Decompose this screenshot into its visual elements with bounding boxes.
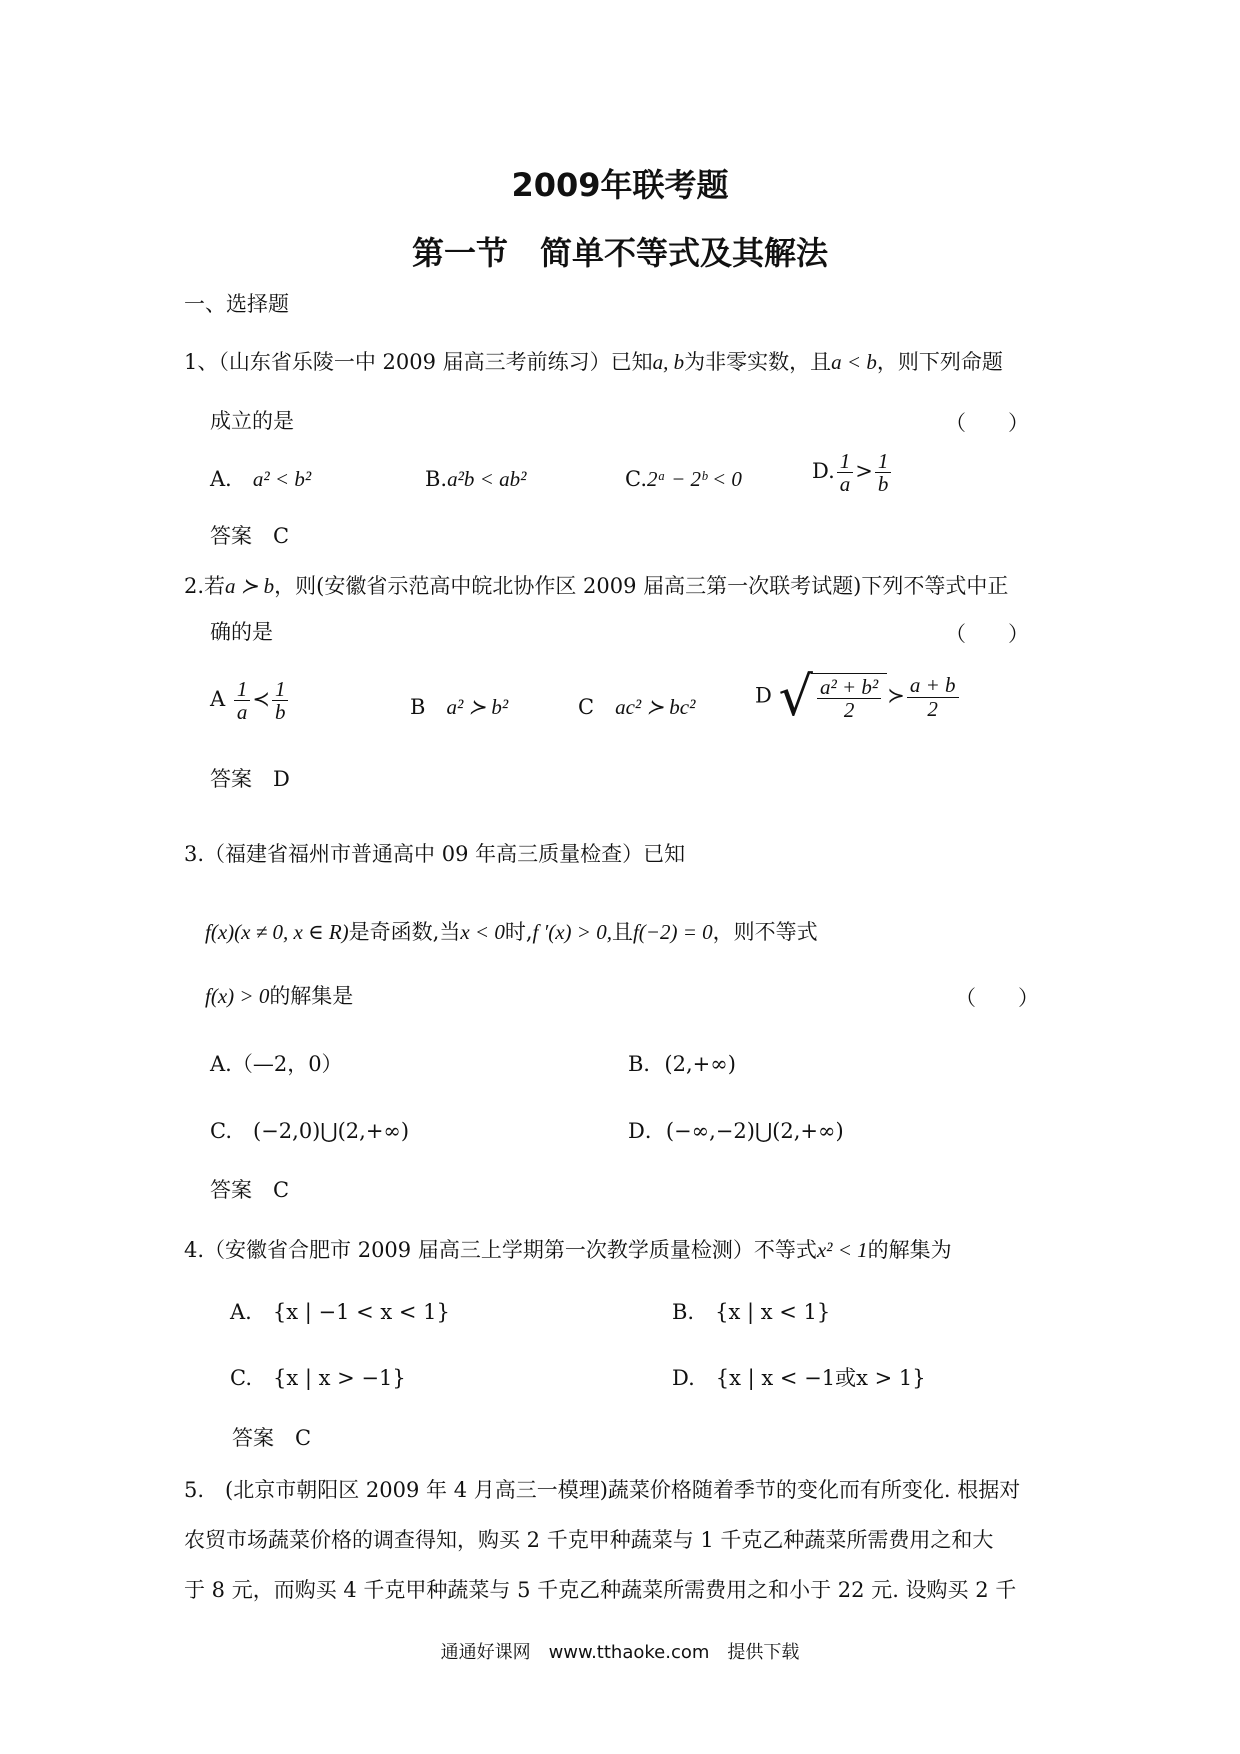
section-title: 第一节 简单不等式及其解法 [411,234,828,272]
option-c: C ac² ≻ bc² [578,695,696,719]
answer-2: 答案 D [210,767,290,791]
answer-blank: （ ） [955,986,1039,1010]
option-d: D. {x | x < −1或x > 1} [672,1366,926,1390]
question-2-text-cont: 确的是 [210,620,273,644]
question-1-text-cont: 成立的是 [210,409,294,433]
page-footer: 通通好课网 www.tthaoke.com 提供下载 [440,1642,800,1663]
question-3-text-cont2: f(x) > 0的解集是 [205,984,354,1008]
page-title: 2009年联考题 [511,166,729,204]
section-heading: 一、选择题 [184,292,289,316]
question-1-text: 1、（山东省乐陵一中 2009 届高三考前练习）已知a, b为非零实数，且a < b，则下列命题 [184,350,1003,374]
option-a: A． a² < b² [210,467,312,491]
answer-blank: （ ） [945,622,1029,646]
question-5-text-cont: 农贸市场蔬菜价格的调查得知，购买 2 千克甲种蔬菜与 1 千克乙种蔬菜所需费用之和大 [184,1528,994,1552]
question-2-text: 2.若a ≻ b，则(安徽省示范高中皖北协作区 2009 届高三第一次联考试题)下列不等式中正 [184,574,1009,598]
option-a: A.（—2，0） [210,1052,343,1076]
option-c: C.2ᵃ − 2ᵇ < 0 [625,467,742,491]
option-b: B a² ≻ b² [410,695,509,719]
option-b: B．(2,+∞) [628,1052,736,1076]
answer-3: 答案 C [210,1178,290,1202]
option-a: A. {x | −1 < x < 1} [230,1300,450,1324]
answer-4: 答案 C [232,1426,312,1450]
question-3-text: 3.（福建省福州市普通高中 09 年高三质量检查）已知 [184,842,686,866]
option-b: B. {x | x < 1} [672,1300,831,1324]
question-5-text: 5. (北京市朝阳区 2009 年 4 月高三一模理)蔬菜价格随着季节的变化而有所变化. 根据对 [184,1478,1021,1502]
option-b: B.a²b < ab² [425,467,527,491]
sqrt-symbol: √ $\frac{\text{a² + b²}}{2}$ [779,670,888,724]
answer-1: 答案 C [210,524,290,548]
option-d: D. $\frac{1}{a}$ > $\frac{1}{b}$ [812,450,893,495]
option-d: D √ $\frac{\text{a² + b²}}{2}$ ≻ $\frac{a + b}{2}$ [755,670,961,724]
question-3-text-cont: f(x)(x ≠ 0, x ∈ R)是奇函数,当x < 0时,f ′(x) > 0,且f(−2) = 0，则不等式 [205,920,818,944]
question-5-text-cont2: 于 8 元，而购买 4 千克甲种蔬菜与 5 千克乙种蔬菜所需费用之和小于 22 元. 设购买 2 千 [184,1578,1017,1602]
answer-blank: （ ） [945,411,1029,435]
option-a: A $\frac{1}{a}$ ≺ $\frac{1}{b}$ [210,678,290,723]
question-4-text: 4.（安徽省合肥市 2009 届高三上学期第一次教学质量检测）不等式x² < 1的解集为 [184,1238,952,1262]
option-c: C. {x | x > −1} [230,1366,406,1390]
option-d: D．(−∞,−2)⋃(2,+∞) [628,1119,844,1143]
option-c: C. (−2,0)⋃(2,+∞) [210,1119,410,1143]
